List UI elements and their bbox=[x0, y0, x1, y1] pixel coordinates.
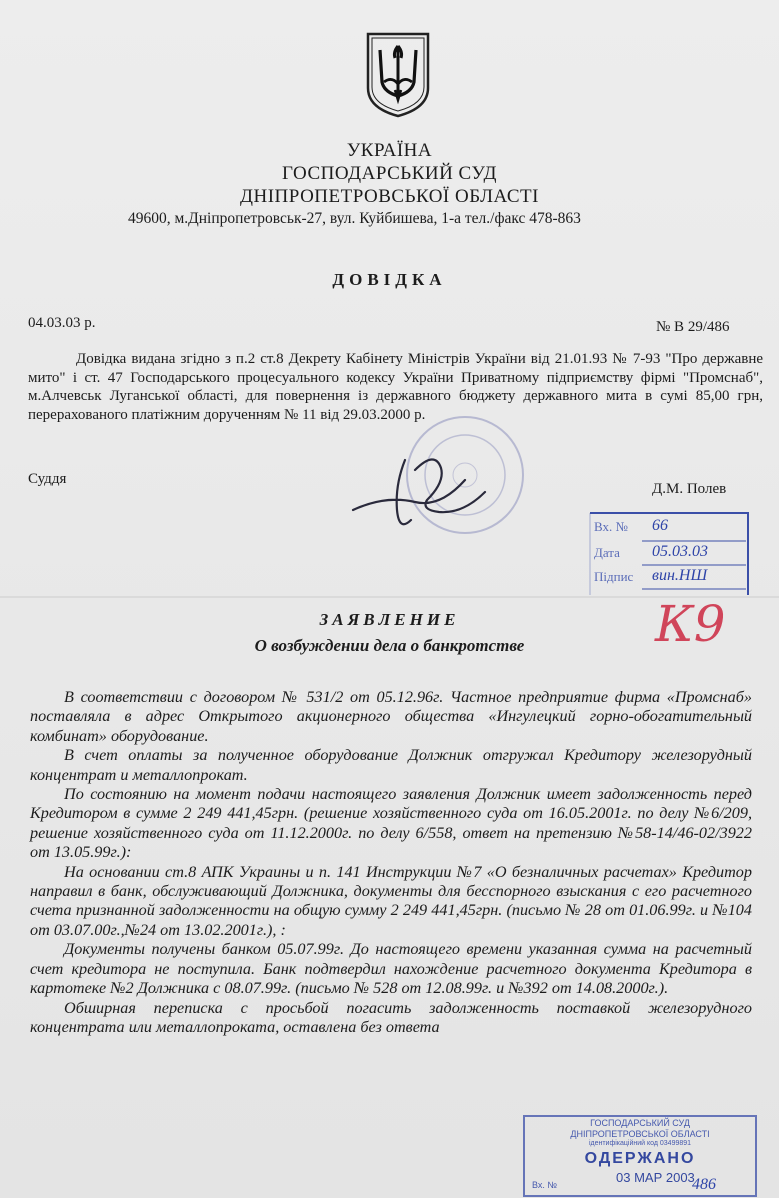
recv-date: 03 МАР 2003 bbox=[616, 1170, 695, 1185]
reg-row1-value: 66 bbox=[652, 517, 668, 534]
paragraph: В соответствии с договором № 531/2 от 05.12.96г. Частное предприятие фирма «Промснаб» поставляла в адрес Открытого акционерного общества «Ингулецкий горно-обогатительный комбинат» оборудование. bbox=[30, 688, 752, 745]
spravka-text bbox=[28, 350, 763, 424]
recv-word: ОДЕРЖАНО bbox=[584, 1150, 696, 1167]
spravka-body: Довідка видана згідно з п.2 ст.8 Декрету Кабінету Міністрів України від 21.01.93 № 7-93 "Про державне мито" і ст. 47 Господарського процесуального кодексу України Приватному підприємству фірмі "Промснаб", м.Алчевськ Луганської області, для повернення із державного бюджету державного мита в сумі 85,00 грн, перерахованого платіжним дорученням № 11 від 29.03.2000 р. bbox=[28, 351, 763, 423]
received-stamp bbox=[520, 1112, 760, 1198]
reg-row2-value: 05.03.03 bbox=[652, 543, 708, 560]
paragraph: В счет оплаты за полученное оборудование Должник отгружал Кредитору железорудный концентрат и металлопрокат. bbox=[30, 746, 752, 784]
reg-row1-label: Вх. № bbox=[594, 519, 628, 534]
country-name: УКРАЇНА bbox=[346, 140, 433, 161]
reg-row2-label: Дата bbox=[594, 545, 620, 560]
paragraph: На основании ст.8 АПК Украины и п. 141 Инструкции №7 «О безналичных расчетах» Кредитор направил в банк, обслуживающий Должника, документы для бесспорного взыскания с его расчетного счета признанной задолженности на общую сумму 2 249 441,45грн. (письмо № 28 от 01.06.99г. и №104 от 03.07.00г.,№24 от 13.02.2001г.), : bbox=[30, 862, 752, 939]
statement-title: ЗАЯВЛЕНИЕ bbox=[319, 610, 460, 629]
judge-label: Суддя bbox=[28, 471, 67, 487]
spravka-date: 04.03.03 р. bbox=[28, 315, 96, 331]
judge-signature-icon bbox=[345, 440, 495, 540]
statement-subtitle: О возбуждении дела о банкротстве bbox=[254, 636, 525, 655]
recv-code: ідентифікаційний код 03499891 bbox=[588, 1140, 692, 1147]
paragraph: Обширная переписка с просьбой погасить задолженность поставкой железорудного концентрата или металлопроката, оставлена без ответа bbox=[30, 998, 752, 1036]
recv-number-label: Вх. № bbox=[532, 1180, 558, 1190]
region-name: ДНІПРОПЕТРОВСЬКОЇ ОБЛАСТІ bbox=[240, 186, 539, 207]
paragraph: По состоянию на момент подачи настоящего заявления Должник имеет задолженность перед Кредитором в сумме 2 249 441,45грн. (решение хозяйственного суда от 16.05.2001г. по делу №6/209, решение хозяйственного суда от 11.12.2000г. по делу 6/558, ответ на претензию №58-14/46-02/3922 от 13.05.99г.): bbox=[30, 785, 752, 862]
trident-crest-icon bbox=[362, 30, 434, 120]
spravka-title: ДОВІДКА bbox=[332, 270, 447, 289]
spravka-number: № В 29/486 bbox=[656, 319, 730, 335]
recv-number-value: 486 bbox=[692, 1176, 716, 1193]
paragraph: Документы получены банком 05.07.99г. До настоящего времени указанная сумма на расчетный счет кредитора не поступила. Банк подтвердил нахождение расчетного документа Кредитора в картотеке №2 Должника с 08.07.99г. (письмо № 528 от 12.08.99г. и №392 от 14.08.2000г.). bbox=[30, 940, 752, 998]
recv-org-line2: ДНІПРОПЕТРОВСЬКОЇ ОБЛАСТІ bbox=[570, 1129, 710, 1139]
recv-org-line1: ГОСПОДАРСЬКИЙ СУД bbox=[590, 1118, 690, 1128]
reg-row3-label: Підпис bbox=[594, 569, 634, 584]
registration-stamp bbox=[560, 505, 755, 600]
statement-body bbox=[30, 688, 752, 1037]
reg-row3-value: вин.НШ bbox=[652, 567, 708, 584]
handwritten-mark: К9 bbox=[655, 595, 726, 653]
judge-name: Д.М. Полев bbox=[652, 481, 727, 497]
court-name: ГОСПОДАРСЬКИЙ СУД bbox=[282, 163, 497, 184]
court-address: 49600, м.Дніпропетровськ-27, вул. Куйбишева, 1-а тел./факс 478-863 bbox=[128, 210, 581, 227]
